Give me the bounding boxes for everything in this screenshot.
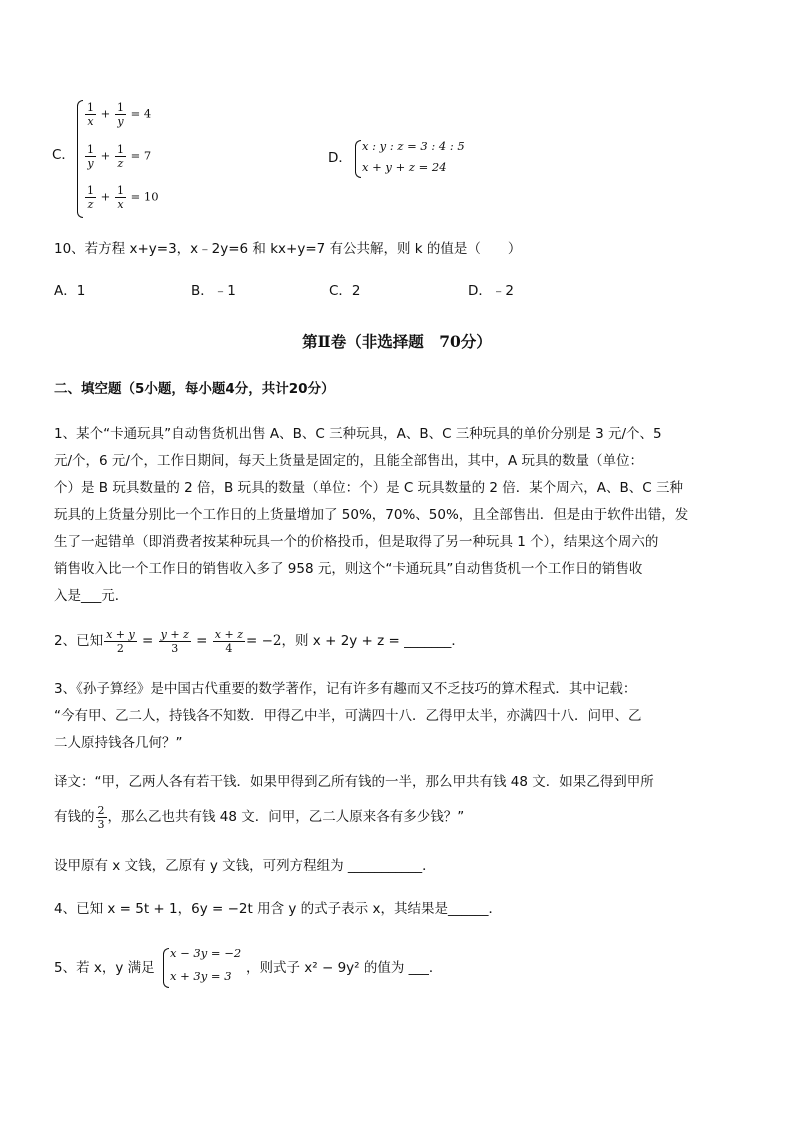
setup-line: 设甲原有 x 文钱，乙原有 y 文钱，可列方程组为 ___________．	[54, 858, 436, 874]
d-equation-1: x : y : z = 3 : 4 : 5	[362, 139, 465, 153]
paragraph-line: 3、《孙子算经》是中国古代重要的数学著作，记有许多有趣而又不乏技巧的算术程式．其中记载：	[54, 681, 637, 697]
fraction: $\frac{2}{3}$	[97, 803, 105, 831]
system-brace	[77, 100, 83, 218]
d-equation-2: x + y + z = 24	[362, 160, 447, 174]
option-b: B．﹣1	[191, 283, 236, 299]
paragraph-line: 玩具的上货量分别比一个工作日的上货量增加了 50%，70%、50%，且全部售出．但是由于软件出错，发	[54, 507, 689, 523]
fill-question-3	[54, 676, 754, 757]
c-equation-2: $\frac{1}{y}$ + $\frac{1}{z}$ = 7	[87, 143, 152, 170]
option-c-label: C．	[52, 147, 75, 163]
c-equation-1: $\frac{1}{x}$ + $\frac{1}{y}$ = 4	[87, 101, 152, 128]
system-brace	[355, 140, 361, 178]
c-equation-3: $\frac{1}{z}$ + $\frac{1}{x}$ = 10	[87, 184, 159, 211]
option-d-label: D．	[328, 150, 352, 166]
fraction: $\frac{x + z}{4}$	[214, 627, 243, 655]
q2-suffix: ，则 x + 2y + z = _______．	[281, 633, 465, 649]
paragraph-line: “今有甲、乙二人，持钱各不知数．甲得乙中半，可满四十八．乙得甲太半，亦满四十八．问甲、乙	[54, 708, 642, 724]
option-a: A．1	[54, 283, 86, 299]
paragraph-line: 元/个，6 元/个，工作日期间，每天上货量是固定的，且能全部售出，其中，A 玩具的数量（单位：	[54, 453, 644, 469]
q2-eq-tail: = −2	[246, 633, 282, 649]
fraction: $\frac{y + z}{3}$	[160, 627, 189, 655]
system-brace	[163, 948, 169, 988]
option-d: D．﹣2	[468, 283, 514, 299]
question-10-stem: 10、若方程 x+y=3，x﹣2y=6 和 kx+y=7 有公共解，则 k 的值是（ ）	[54, 241, 522, 257]
c-eq1-rhs: = 4	[130, 106, 152, 121]
q5-equation-2: x + 3y = 3	[170, 969, 232, 983]
paragraph-line: 个）是 B 玩具数量的 2 倍，B 玩具的数量（单位：个）是 C 玩具数量的 2 倍．某个周六，A、B、C 三种	[54, 480, 683, 496]
fraction: $\frac{x + y}{2}$	[106, 627, 135, 655]
q5-prefix: 5、若 x，y 满足	[54, 960, 155, 976]
paragraph-line: 生了一起错单（即消费者按某种玩具一个的价格投币，但是取得了另一种玩具 1 个），结果这个周六的	[54, 534, 659, 550]
c-eq2-rhs: = 7	[130, 148, 152, 163]
c-eq3-rhs: = 10	[130, 189, 159, 204]
part-2-title: 第Ⅱ卷（非选择题 70分）	[302, 332, 492, 351]
paragraph-line: 1、某个“卡通玩具”自动售货机出售 A、B、C 三种玩具，A、B、C 三种玩具的单价分别是 3 元/个、5	[54, 426, 662, 442]
q2-prefix: 2、已知	[54, 633, 104, 649]
translation-line-1: 译文：“甲，乙两人各有若干钱．如果甲得到乙所有钱的一半，那么甲共有钱 48 文．如果乙得到甲所	[54, 774, 654, 790]
section-2-heading: 二、填空题（5小题，每小题4分，共计20分）	[54, 381, 335, 397]
translation-line-2: 有钱的 $\frac{2}{3}$ ，那么乙也共有钱 48 文．问甲，乙二人原来各有多少钱？”	[54, 803, 465, 831]
q5-equation-1: x − 3y = −2	[170, 946, 242, 960]
option-c: C．2	[329, 283, 361, 299]
fill-question-2: 2、已知 $\frac{x + y}{2}$ = $\frac{y + z}{3}$ = $\frac{x + z}{4}$ = −2，则 x + 2y + z = _______．	[54, 627, 465, 655]
paragraph-line: 入是___元．	[54, 588, 129, 604]
paragraph-line: 销售收入比一个工作日的销售收入多了 958 元，则这个“卡通玩具”自动售货机一个工作日的销售收	[54, 561, 643, 577]
q5-suffix: ，则式子 x² − 9y² 的值为 ___．	[246, 960, 443, 976]
fill-question-1	[54, 421, 754, 610]
fill-question-4: 4、已知 x = 5t + 1，6y = −2t 用含 y 的式子表示 x，其结果是______．	[54, 901, 502, 917]
paragraph-line: 二人原持钱各几何？”	[54, 735, 183, 751]
